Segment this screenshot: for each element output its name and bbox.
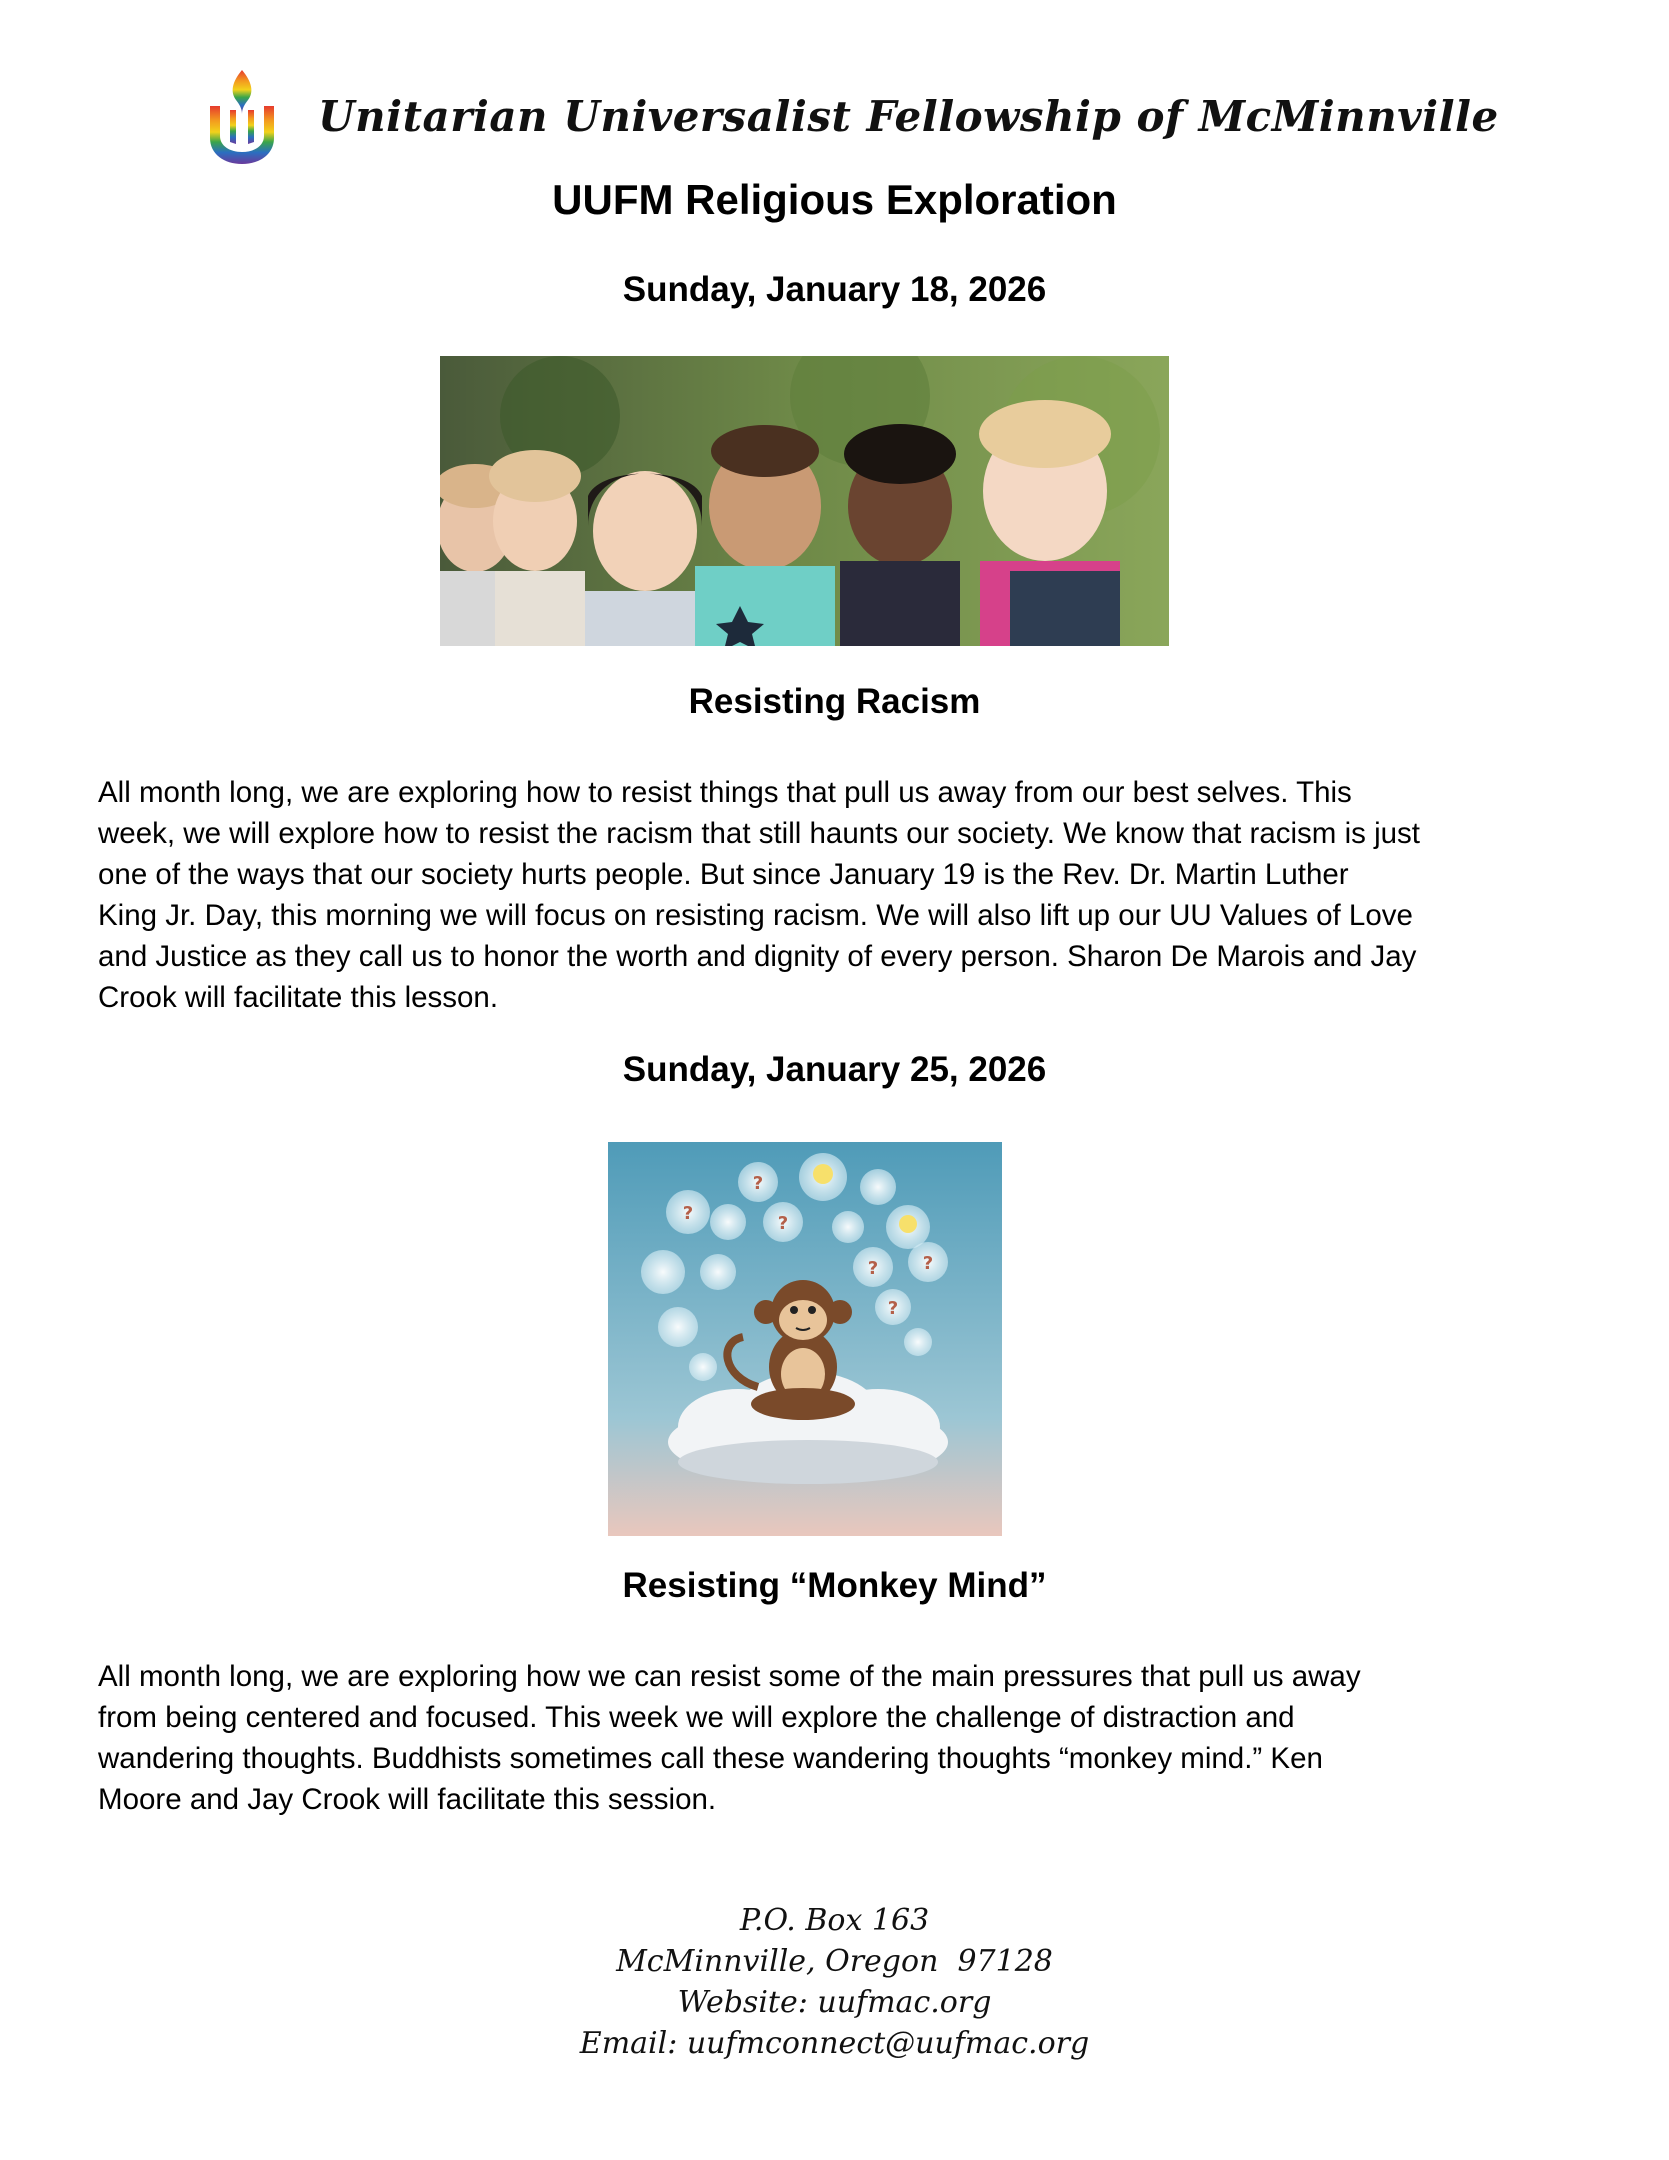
svg-text:?: ? [887,1298,899,1319]
description-line: All month long, we are exploring how to resist things that pull us away from our best selves. This [98,776,1352,809]
organization-name: Unitarian Universalist Fellowship of McMinnville [318,92,1499,141]
description-line: All month long, we are exploring how we can resist some of the main pressures that pull us away [98,1660,1361,1693]
svg-text:?: ? [752,1173,764,1194]
session-date: Sunday, January 18, 2026 [622,270,1047,309]
uu-chalice-logo [206,66,278,166]
session-date: Sunday, January 25, 2026 [622,1050,1047,1089]
footer-line: P.O. Box 163 [739,1903,930,1938]
session-description [98,772,1588,1018]
description-line: one of the ways that our society hurts people. But since January 19 is the Rev. Dr. Martin Luther [98,858,1349,891]
description-line: King Jr. Day, this morning we will focus on resisting racism. We will also lift up our UU Values of Love [98,899,1413,932]
description-line: week, we will explore how to resist the racism that still haunts our society. We know that racism is just [98,817,1420,850]
svg-text:?: ? [777,1213,789,1234]
session-heading: Resisting “Monkey Mind” [622,1566,1047,1605]
description-line: Crook will facilitate this lesson. [98,981,499,1014]
footer-line: McMinnville, Oregon 97128 [616,1944,1053,1979]
svg-text:?: ? [922,1253,934,1274]
svg-text:?: ? [682,1203,694,1224]
children-group-photo [440,356,1169,646]
contact-footer [0,1900,1669,2064]
session-heading: Resisting Racism [688,682,981,721]
page-title: UUFM Religious Exploration [552,176,1117,223]
description-line: and Justice as they call us to honor the worth and dignity of every person. Sharon De Marois and Jay [98,940,1417,973]
footer-line: Email: uufmconnect@uufmac.org [579,2026,1090,2061]
description-line: Moore and Jay Crook will facilitate this session. [98,1783,717,1816]
meditating-monkey-illustration [608,1142,1002,1536]
footer-line: Website: uufmac.org [677,1985,992,2020]
svg-text:?: ? [867,1258,879,1279]
description-line: wandering thoughts. Buddhists sometimes call these wandering thoughts “monkey mind.” Ken [98,1742,1323,1775]
session-description [98,1656,1588,1820]
description-line: from being centered and focused. This week we will explore the challenge of distraction and [98,1701,1295,1734]
